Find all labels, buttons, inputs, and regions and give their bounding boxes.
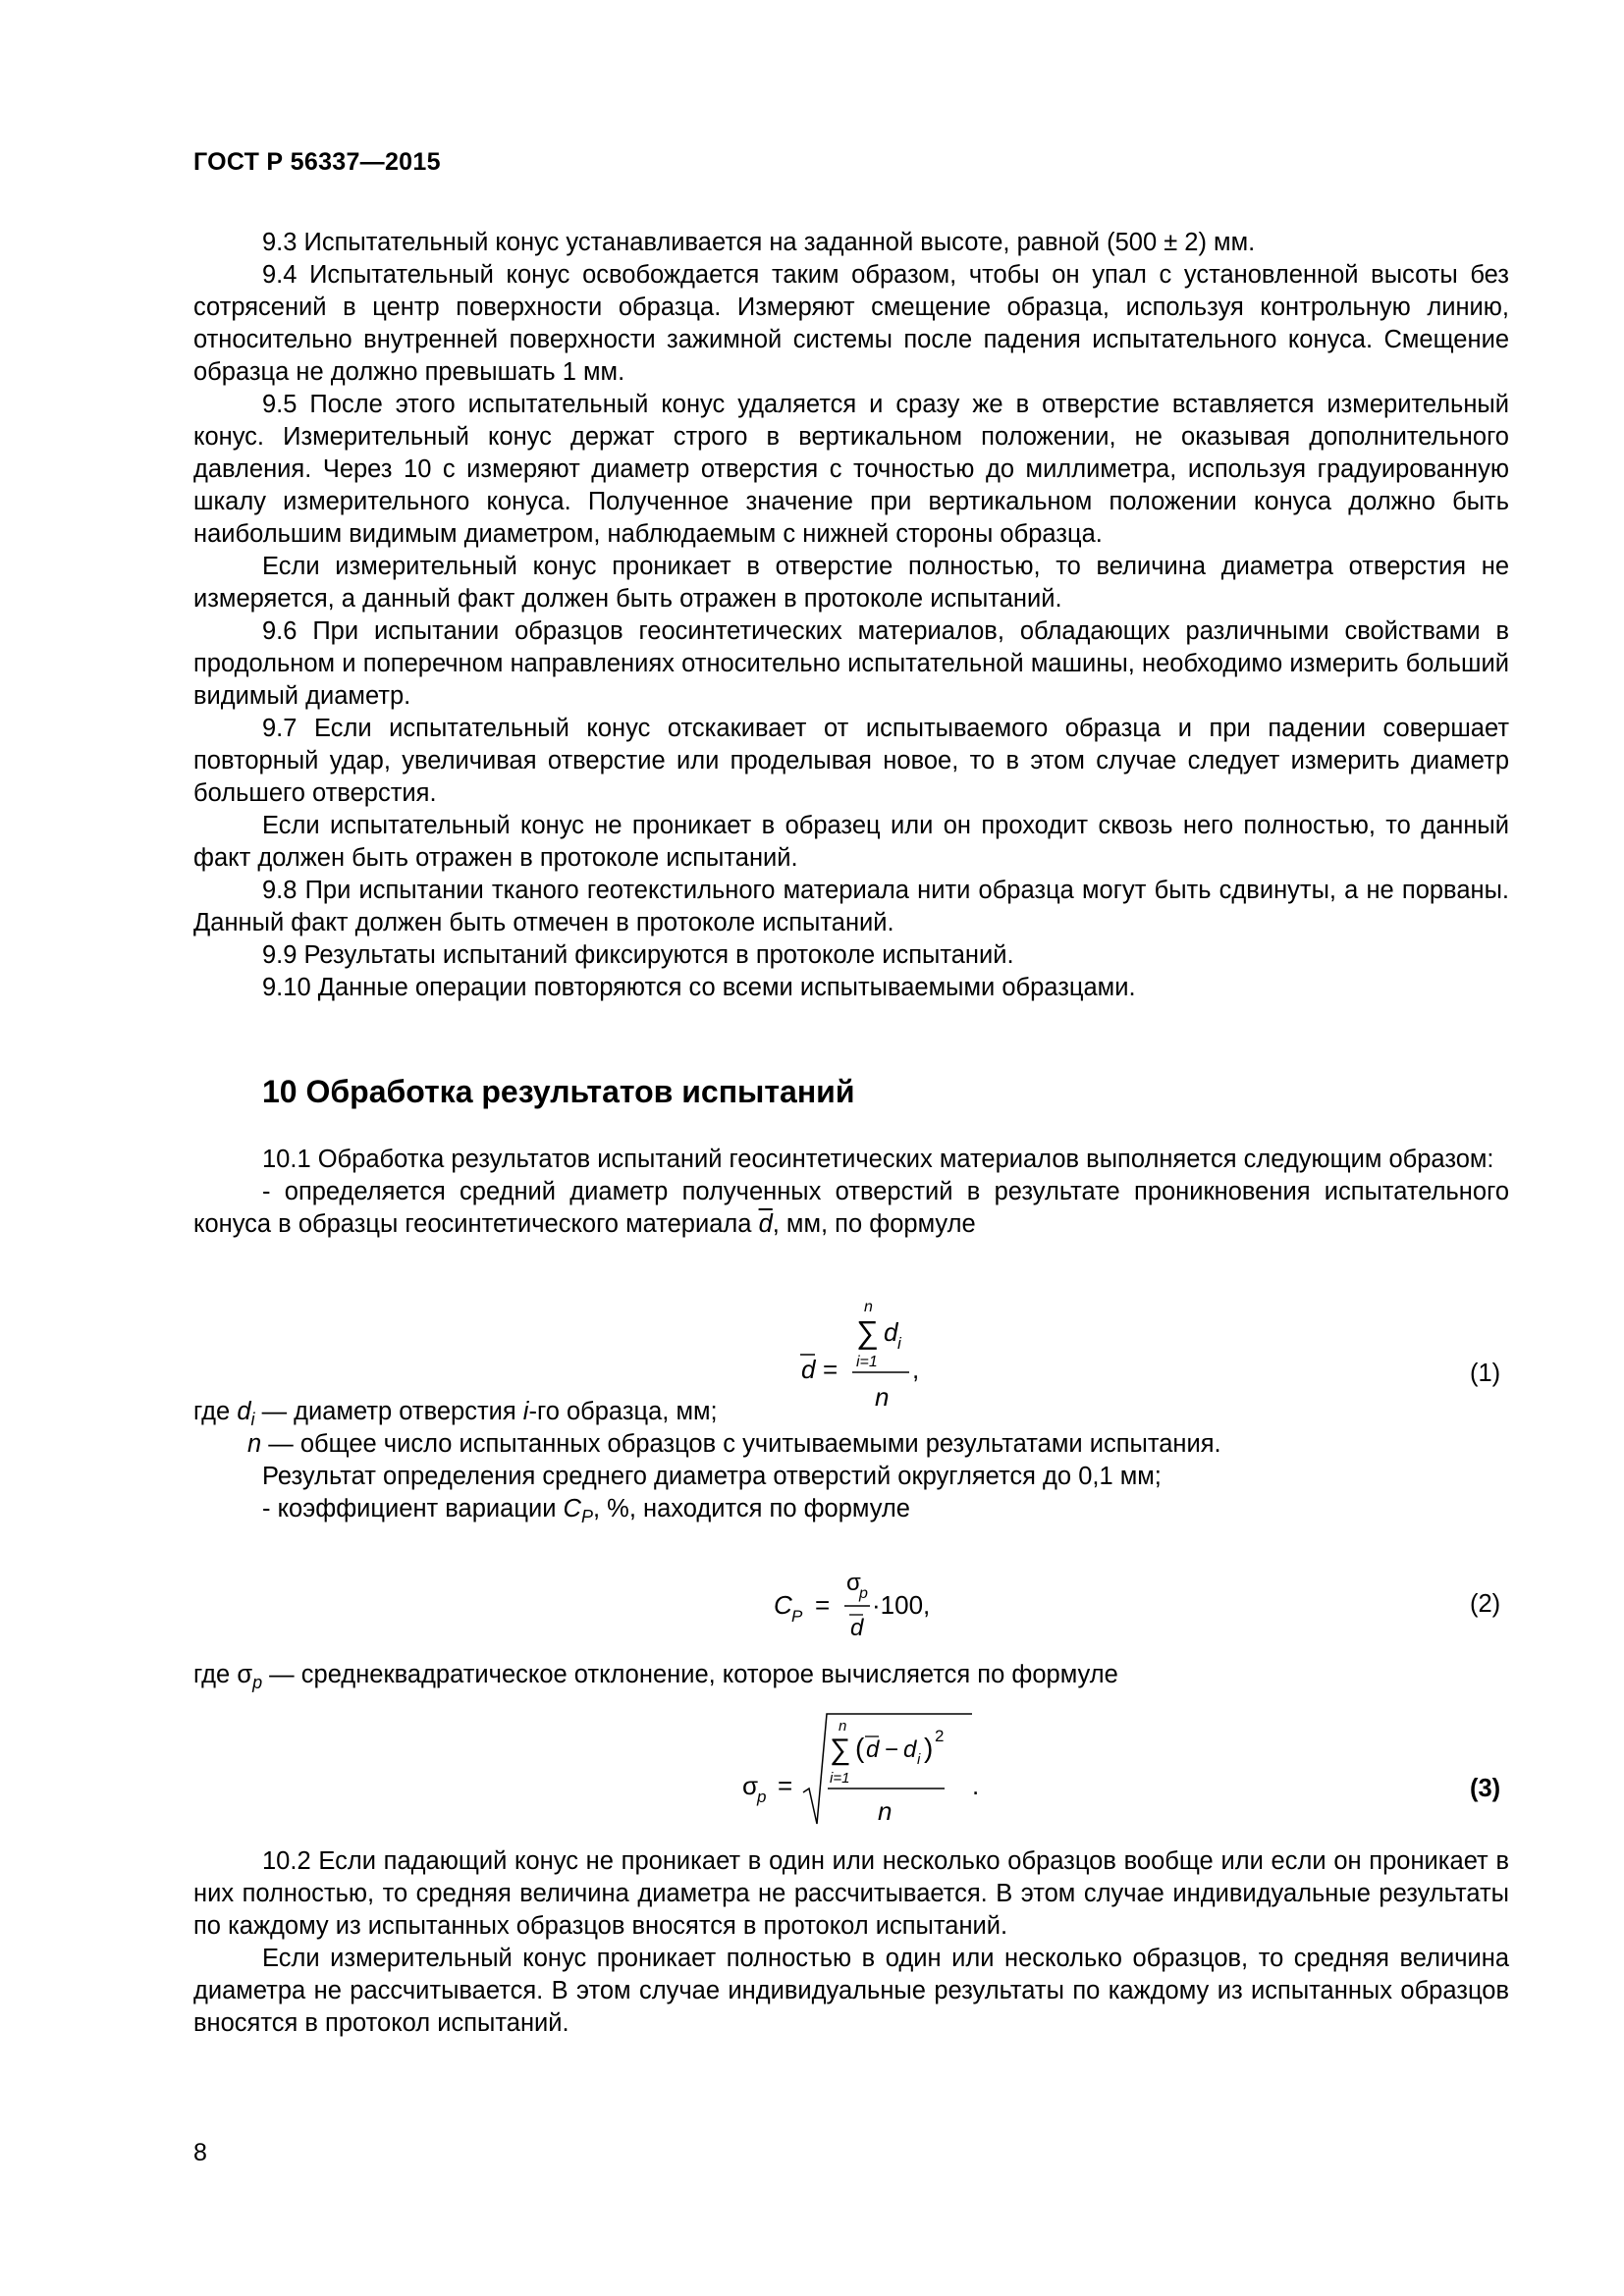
symbol-n: n	[247, 1430, 262, 1458]
formula-2-lhs: C	[774, 1590, 792, 1620]
section-10-2-body	[193, 1845, 1509, 2040]
list-item-tail: , мм, по формуле	[772, 1210, 976, 1238]
formula-3-bar-d: d	[866, 1736, 880, 1763]
paragraph-9-5-note: Если измерительный конус проникает в отверстие полностью, то величина диаметра отверстия не измеряется, а данный факт должен быть отражен в протоколе испытаний.	[193, 553, 1509, 613]
formula-1-sigma: ∑	[856, 1314, 879, 1350]
formula-2-number: (2)	[1470, 1590, 1501, 1618]
def-sigma: — среднеквадратическое отклонение, которое вычисляется по формуле	[269, 1661, 1118, 1688]
formula-2-equals: =	[815, 1590, 831, 1620]
rounding-note: Результат определения среднего диаметра отверстий округляется до 0,1 мм;	[262, 1463, 1162, 1490]
formula-2-numerator-sub: p	[859, 1585, 868, 1602]
formula-3-power: 2	[935, 1727, 945, 1745]
formula-2-explanation	[193, 1659, 1118, 1691]
def-d-i-a: — диаметр отверстия	[261, 1398, 516, 1425]
formula-3-number: (3)	[1470, 1775, 1501, 1802]
variation-text: - коэффициент вариации	[262, 1495, 557, 1522]
formula-3-d-i-sub: i	[917, 1751, 921, 1768]
formula-1-summand: d	[884, 1317, 898, 1347]
section-9-body	[193, 227, 1509, 1004]
where2-lead: где	[193, 1661, 231, 1688]
list-item-text: - определяется средний диаметр полученных отверстий в результате проникновения испытательного конуса в образцы геосинтетического материала	[193, 1178, 1509, 1238]
paragraph-10-1: 10.1 Обработка результатов испытаний геосинтетических материалов выполняется следующим образом:	[262, 1146, 1494, 1173]
formula-3-denominator: n	[878, 1796, 893, 1826]
def-d-i-i: i	[522, 1398, 529, 1425]
paragraph-9-3: 9.3 Испытательный конус устанавливается на заданной высоте, равной (500 ± 2) мм.	[262, 229, 1256, 256]
formula-3-minus: −	[885, 1736, 899, 1763]
formula-3-sum-lower: i=1	[830, 1770, 850, 1787]
formula-3-paren-open: (	[855, 1733, 865, 1763]
formula-1-denominator: n	[875, 1382, 890, 1412]
formula-1-explanation	[193, 1396, 1509, 1525]
formula-1-number: (1)	[1470, 1360, 1501, 1387]
paragraph-9-7-note: Если испытательный конус не проникает в образец или он проходит сквозь него полностью, то данный факт должен быть отражен в протоколе испытаний.	[193, 812, 1509, 872]
formula-3-sum-upper: n	[839, 1718, 847, 1735]
paragraph-10-2: 10.2 Если падающий конус не проникает в один или несколько образцов вообще или если он проникает в них полностью, то средняя величина диаметра не рассчитывается. В этом случае индивидуальные результаты по каждому из испытанных образцов вносятся в протокол испытаний.	[193, 1847, 1509, 1940]
formula-3-sigma: ∑	[830, 1734, 851, 1766]
formula-1-summand-sub: i	[897, 1334, 901, 1353]
paragraph-9-6: 9.6 При испытании образцов геосинтетических материалов, обладающих различными свойствами в продольном и поперечном направлениях относительно испытательной машины, необходимо измерить больший видимый диаметр.	[193, 617, 1509, 710]
formula-2-times: ·100,	[872, 1590, 931, 1620]
paragraph-9-5: 9.5 После этого испытательный конус удаляется и сразу же в отверстие вставляется измерительный конус. Измерительный конус держат строго в вертикальном положении, не оказывая дополнительного давления. Через 10 с измеряют диаметр отверстия с точностью до миллиметра, используя градуированную шкалу измерительного конуса. Полученное значение при вертикальном положении конуса должно быть наибольшим видимым диаметром, наблюдаемым с нижней стороны образца.	[193, 391, 1509, 548]
symbol-d: d	[237, 1398, 251, 1425]
formula-2-numerator: σ	[846, 1570, 861, 1596]
formula-3-lhs: σ	[742, 1771, 759, 1800]
mean-diameter-symbol: $\overline{d}$	[758, 1210, 773, 1238]
formula-1-lhs: d	[801, 1355, 816, 1384]
section-10-heading: 10 Обработка результатов испытаний	[262, 1074, 855, 1109]
formula-2	[766, 1561, 992, 1659]
where-n	[193, 1428, 1509, 1461]
def-n: — общее число испытанных образцов с учитываемыми результатами испытания.	[268, 1430, 1221, 1458]
formula-1-equals: =	[823, 1355, 839, 1384]
symbol-cp-sub: P	[580, 1507, 593, 1526]
where-lead: где	[193, 1398, 231, 1425]
symbol-cp: C	[563, 1495, 581, 1522]
variation-tail: , %, находится по формуле	[592, 1495, 910, 1522]
page-number: 8	[193, 2139, 207, 2166]
formula-1-sum-upper: n	[864, 1299, 873, 1315]
formula-3-paren-close: )	[924, 1733, 934, 1763]
symbol-sigma-sub: p	[252, 1673, 263, 1692]
formula-3-lhs-sub: p	[757, 1788, 767, 1806]
def-d-i-b: -го образца, мм;	[528, 1398, 718, 1425]
formula-3-equals: =	[778, 1771, 793, 1800]
symbol-d-sub: i	[250, 1410, 255, 1429]
symbol-sigma: σ	[237, 1661, 253, 1688]
formula-3-trail: .	[972, 1771, 980, 1800]
formula-1	[766, 1286, 962, 1414]
paragraph-9-4: 9.4 Испытательный конус освобождается таким образом, чтобы он упал с установленной высоты без сотрясений в центр поверхности образца. Измеряют смещение образца, используя контрольную линию, относительно внутренней поверхности зажимной системы после падения испытательного конуса. Смещение образца не должно превышать 1 мм.	[193, 261, 1509, 386]
paragraph-10-2-note: Если измерительный конус проникает полностью в один или несколько образцов, то средняя величина диаметра не рассчитывается. В этом случае индивидуальные результаты по каждому из испытанных образцов вносятся в протокол испытаний.	[193, 1945, 1509, 2037]
paragraph-9-10: 9.10 Данные операции повторяются со всеми испытываемыми образцами.	[262, 974, 1136, 1001]
document-header: ГОСТ Р 56337—2015	[193, 148, 441, 176]
formula-3	[736, 1708, 992, 1836]
paragraph-9-9: 9.9 Результаты испытаний фиксируются в протоколе испытаний.	[262, 941, 1014, 969]
section-10-1-body	[193, 1144, 1509, 1241]
paragraph-9-7: 9.7 Если испытательный конус отскакивает от испытываемого образца и при падении совершает повторный удар, увеличивая отверстие или проделывая новое, то в этом случае следует измерить диаметр большего отверстия.	[193, 715, 1509, 807]
where-d-i	[193, 1396, 1509, 1428]
paragraph-9-8: 9.8 При испытании тканого геотекстильного материала нити образца могут быть сдвинуты, а не порваны. Данный факт должен быть отмечен в протоколе испытаний.	[193, 877, 1509, 936]
formula-1-sum-lower: i=1	[856, 1354, 878, 1370]
formula-2-denominator: d	[850, 1615, 864, 1641]
formula-3-d-i: d	[903, 1736, 917, 1763]
formula-1-trail: ,	[912, 1355, 920, 1384]
list-item-variation	[193, 1493, 1509, 1525]
formula-2-lhs-sub: P	[791, 1607, 803, 1626]
list-item-mean-diameter	[193, 1176, 1509, 1241]
